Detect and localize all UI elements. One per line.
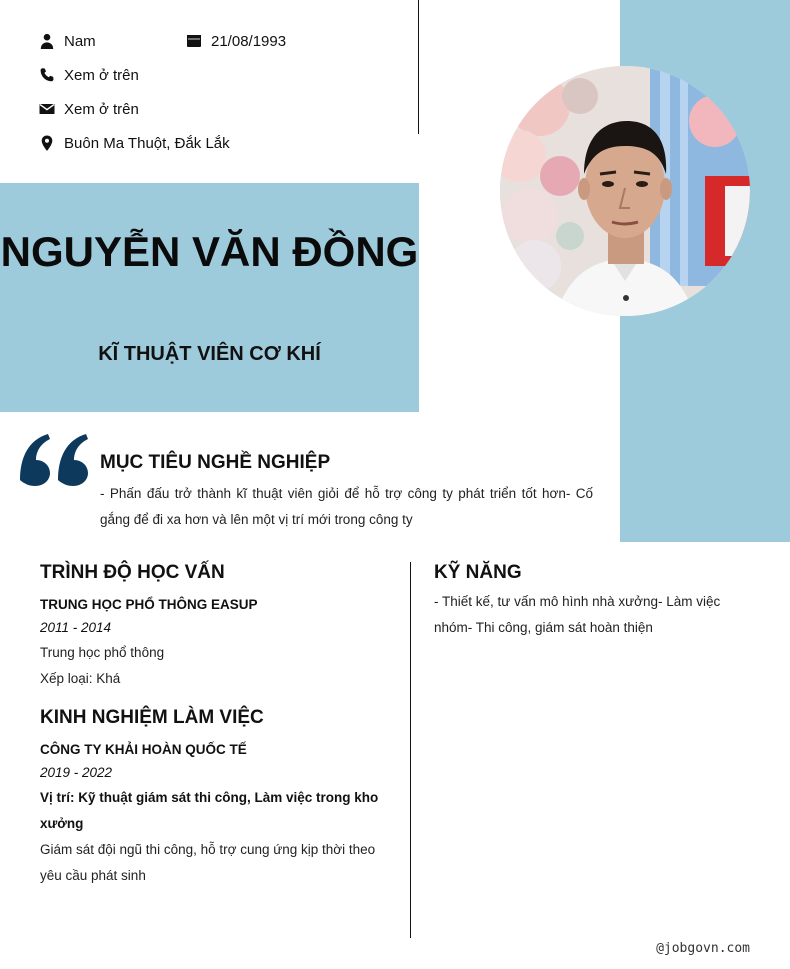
email-value: Xem ở trên xyxy=(64,100,139,118)
objective-heading: MỤC TIÊU NGHỀ NGHIỆP xyxy=(100,452,331,473)
calendar-icon xyxy=(185,32,203,50)
experience-position: Vị trí: Kỹ thuật giám sát thi công, Làm việc trong kho xưởng xyxy=(40,790,379,831)
experience-description: Giám sát đội ngũ thi công, hỗ trợ cung ứng kịp thời theo yêu cầu phát sinh xyxy=(40,842,376,883)
objective-text: - Phấn đấu trở thành kĩ thuật viên giỏi để hỗ trợ công ty phát triển tốt hơn- Cố gắng để đi xa hơn và lên một vị trí mới trong công ty xyxy=(100,486,593,527)
full-name: NGUYỄN VĂN ĐỒNG xyxy=(0,228,419,275)
contact-email xyxy=(38,100,139,118)
contact-birthday xyxy=(185,32,286,50)
job-title: KĨ THUẬT VIÊN CƠ KHÍ xyxy=(98,343,321,365)
experience-period: 2019 - 2022 xyxy=(40,765,113,780)
gender-value: Nam xyxy=(64,32,96,50)
column-divider xyxy=(410,562,411,938)
education-level: Trung học phổ thông xyxy=(40,645,165,660)
avatar xyxy=(500,66,750,316)
birthday-value: 21/08/1993 xyxy=(211,32,287,50)
contact-phone xyxy=(38,66,139,84)
education-period: 2011 - 2014 xyxy=(40,620,112,635)
address-value: Buôn Ma Thuột, Đắk Lắk xyxy=(64,134,230,152)
quote-icon xyxy=(18,430,92,486)
phone-icon xyxy=(38,66,56,84)
skills-heading: KỸ NĂNG xyxy=(434,562,522,583)
mail-icon xyxy=(38,100,56,118)
education-school: TRUNG HỌC PHỔ THÔNG EASUP xyxy=(40,597,258,612)
experience-heading: KINH NGHIỆM LÀM VIỆC xyxy=(40,707,264,728)
person-icon xyxy=(38,32,56,50)
education-grade: Xếp loại: Khá xyxy=(40,671,121,686)
contact-gender xyxy=(38,32,96,50)
skills-text: - Thiết kế, tư vấn mô hình nhà xưởng- Làm việc nhóm- Thi công, giám sát hoàn thiện xyxy=(434,594,721,635)
location-pin-icon xyxy=(38,134,56,152)
footer-credit: @jobgovn.com xyxy=(656,941,750,956)
experience-company: CÔNG TY KHẢI HOÀN QUỐC TẾ xyxy=(40,742,247,757)
education-heading: TRÌNH ĐỘ HỌC VẤN xyxy=(40,562,225,583)
phone-value: Xem ở trên xyxy=(64,66,139,84)
name-banner xyxy=(0,183,419,412)
header-divider xyxy=(418,0,419,134)
contact-address xyxy=(38,134,230,152)
